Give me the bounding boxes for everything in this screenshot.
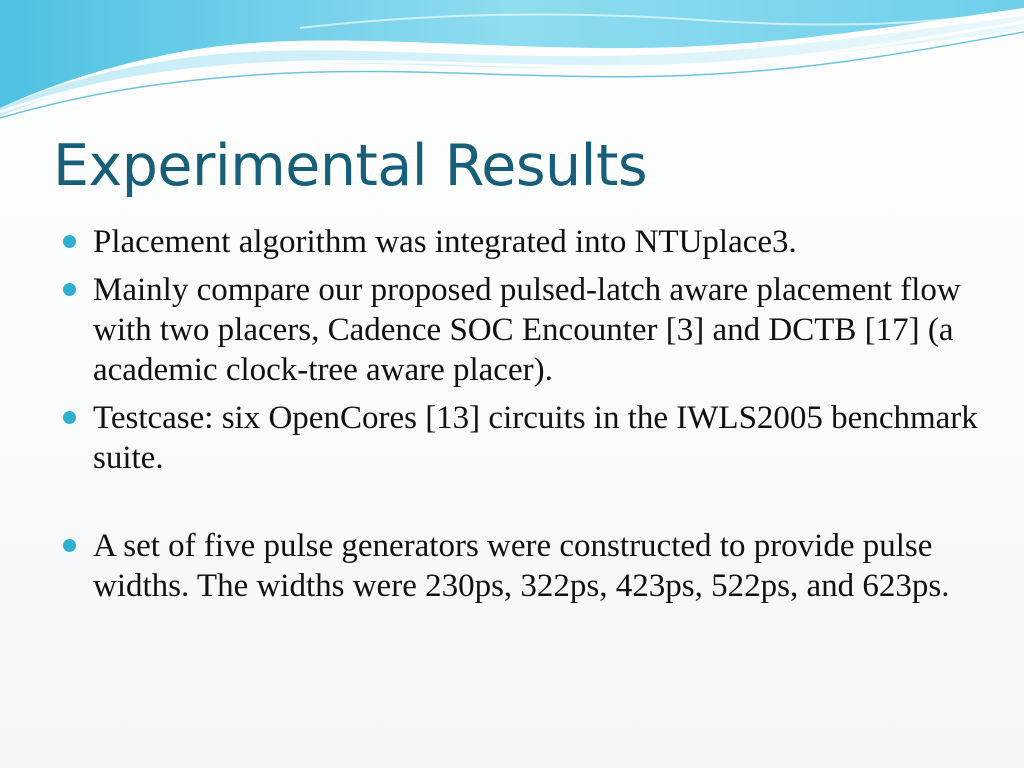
slide-title: Experimental Results (53, 133, 648, 199)
bullet-item (62, 270, 982, 390)
bullet-dot-icon (63, 235, 76, 248)
bullet-item (62, 222, 982, 262)
bullet-dot-icon (63, 283, 76, 296)
bullet-dot-icon (63, 539, 76, 552)
bullet-dot-icon (63, 411, 76, 424)
bullet-text: Testcase: six OpenCores [13] circuits in the IWLS2005 benchmark suite. (93, 400, 978, 476)
bullet-list (62, 222, 982, 614)
wave-band-primary (0, 0, 1024, 108)
bullet-item (62, 526, 982, 606)
bullet-text: A set of five pulse generators were constructed to provide pulse widths. The widths were 230ps, 322ps, 423ps, 522ps, and 623ps. (93, 528, 950, 604)
wave-header-decoration (0, 0, 1024, 130)
bullet-item (62, 398, 982, 478)
bullet-text: Mainly compare our proposed pulsed-latch aware placement flow with two placers, Cadence SOC Encounter [3] and DCTB [17] (a academic clock-tree aware placer). (93, 272, 961, 388)
bullet-text: Placement algorithm was integrated into NTUplace3. (93, 224, 797, 260)
